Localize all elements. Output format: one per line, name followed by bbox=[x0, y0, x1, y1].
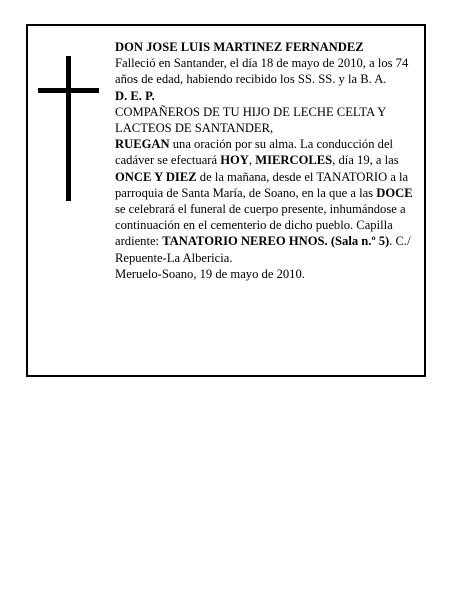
death-line: Falleció en Santander, el día 18 de mayo de 2010, a los 74 años de edad, habiendo recibido los SS. SS. y la B. A. bbox=[115, 56, 409, 87]
details-text-5: . C./ Repuente-La Albericia. bbox=[115, 234, 411, 265]
details-text-1: una oración por su alma. La conducción del cadáver se efectuará bbox=[115, 137, 394, 168]
cross-icon bbox=[38, 56, 99, 201]
cross-vertical-bar bbox=[66, 56, 71, 201]
miercoles-text: MIERCOLES bbox=[255, 153, 333, 168]
tanatorio-text: TANATORIO NEREO HNOS. (Sala n.º 5) bbox=[162, 234, 390, 249]
rip-line: D. E. P. bbox=[115, 88, 155, 103]
hoy-text: HOY bbox=[220, 153, 249, 168]
once-y-diez-text: ONCE Y DIEZ bbox=[115, 169, 197, 184]
funeral-details bbox=[115, 136, 420, 266]
mourners-line: COMPAÑEROS DE TU HIJO DE LECHE CELTA Y LACTEOS DE SANTANDER, bbox=[115, 104, 386, 136]
notice-body bbox=[115, 39, 420, 282]
deceased-name: DON JOSE LUIS MARTINEZ FERNANDEZ bbox=[115, 40, 364, 54]
place-date-line: Meruelo-Soano, 19 de mayo de 2010. bbox=[115, 266, 305, 281]
cross-horizontal-bar bbox=[38, 88, 99, 93]
ruegan-text: RUEGAN bbox=[115, 137, 170, 152]
details-comma: , bbox=[248, 153, 256, 168]
details-text-3: de la mañana, desde el TANATORIO a la parroquia de Santa María, de Soano, en la que a las bbox=[115, 169, 409, 200]
obituary-notice bbox=[26, 24, 426, 377]
doce-text: DOCE bbox=[376, 185, 413, 200]
details-text-4: se celebrará el funeral de cuerpo presente, inhumándose a continuación en el cementerio de dicho pueblo. Capilla ardiente: bbox=[115, 202, 406, 249]
details-text-2: , día 19, a las bbox=[332, 153, 399, 168]
